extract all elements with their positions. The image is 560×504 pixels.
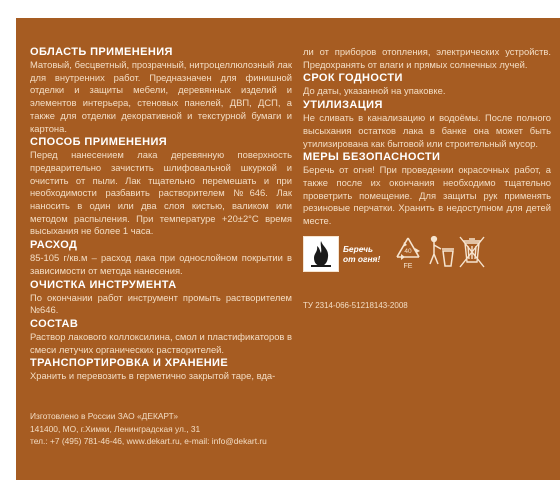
footer-line: 141400, МО, г.Химки, Ленинградская ул., 31 (30, 423, 201, 434)
section-title: УТИЛИЗАЦИЯ (303, 99, 383, 112)
section-text: Беречь от огня! При проведении окрасочных работ, а также после их окончания необходимо тщательно проветрить помещение. Для защиты рук применять резиновые перчатки. Хранить в недоступном для детей месте. (303, 164, 551, 227)
section-text: Хранить и перевозить в герметично закрытой таре, вда- (30, 370, 276, 382)
recycle-code: FE (403, 263, 413, 270)
section-title: СОСТАВ (30, 317, 79, 330)
fire-warning-line2: от огня! (343, 254, 381, 264)
fire-warning-badge (303, 232, 387, 276)
crossed-bin-icon (457, 234, 487, 275)
left-column (30, 46, 292, 384)
section-title: МЕРЫ БЕЗОПАСНОСТИ (303, 151, 441, 164)
footer-line: Изготовлено в России ЗАО «ДЕКАРТ» (30, 411, 179, 421)
section-text: До даты, указанной на упаковке. (303, 85, 446, 97)
section-title: ОБЛАСТЬ ПРИМЕНЕНИЯ (30, 46, 173, 58)
fire-warning-text (343, 244, 380, 264)
section-title: СРОК ГОДНОСТИ (303, 72, 403, 85)
bin-person-icon (425, 234, 455, 275)
section-title: ТРАНСПОРТИРОВКА И ХРАНЕНИЕ (30, 357, 229, 370)
section-text: 85-105 г/кв.м – расход лака при однослойном покрытии в зависимости от метода нанесения. (30, 252, 292, 276)
tu-code: ТУ 2314-066-51218143-2008 (303, 301, 408, 310)
section-title: СПОСОБ ПРИМЕНЕНИЯ (30, 136, 168, 149)
footer-line: тел.: +7 (495) 781-46-46, www.dekart.ru, e-mail: info@dekart.ru (30, 436, 267, 446)
right-column (303, 46, 551, 229)
section-text: Матовый, бесцветный, прозрачный, нитроцеллюлозный лак для внутренних работ. Предназначен для финишной отделки и защиты мебели, деревянных изделий и элементов интерьера, стеновых панелей, ДВП, ДСП, а также для отделки декоративной и текстурной бумаги и картона. (30, 59, 292, 134)
manufacturer-footer (30, 410, 350, 448)
section-text: Не сливать в канализацию и водоёмы. После полного высыхания остатков лака в банке она может быть утилизирована как бытовой или строительный мусор. (303, 112, 551, 149)
recycle-fe-icon (391, 234, 425, 277)
warning-icons (303, 232, 503, 282)
section-text-continued: ли от приборов отопления, электрических устройств. Предохранять от влаги и прямых солнечных лучей. (303, 46, 551, 70)
fire-warning-line1: Беречь (343, 244, 374, 254)
recycle-number: 40 (404, 248, 412, 255)
section-text: Раствор лакового коллоксилина, смол и пластификаторов в смеси летучих органических растворителей. (30, 330, 292, 355)
section-text: Перед нанесением лака деревянную поверхность предварительно зачистить шлифовальной шкуркой и очистить от пыли. Лак тщательно перемешать и при необходимости разбавить растворителем №646. Лак наносить в один или два слоя кистью, валиком или методом распыления. При температуре +20±2°С время высыхания не более 1 часа. (30, 149, 292, 237)
section-title: ОЧИСТКА ИНСТРУМЕНТА (30, 278, 177, 291)
flame-icon (303, 236, 339, 272)
section-title: РАСХОД (30, 239, 78, 252)
section-text: По окончании работ инструмент промыть растворителем №646. (30, 291, 292, 316)
product-label (16, 18, 560, 480)
